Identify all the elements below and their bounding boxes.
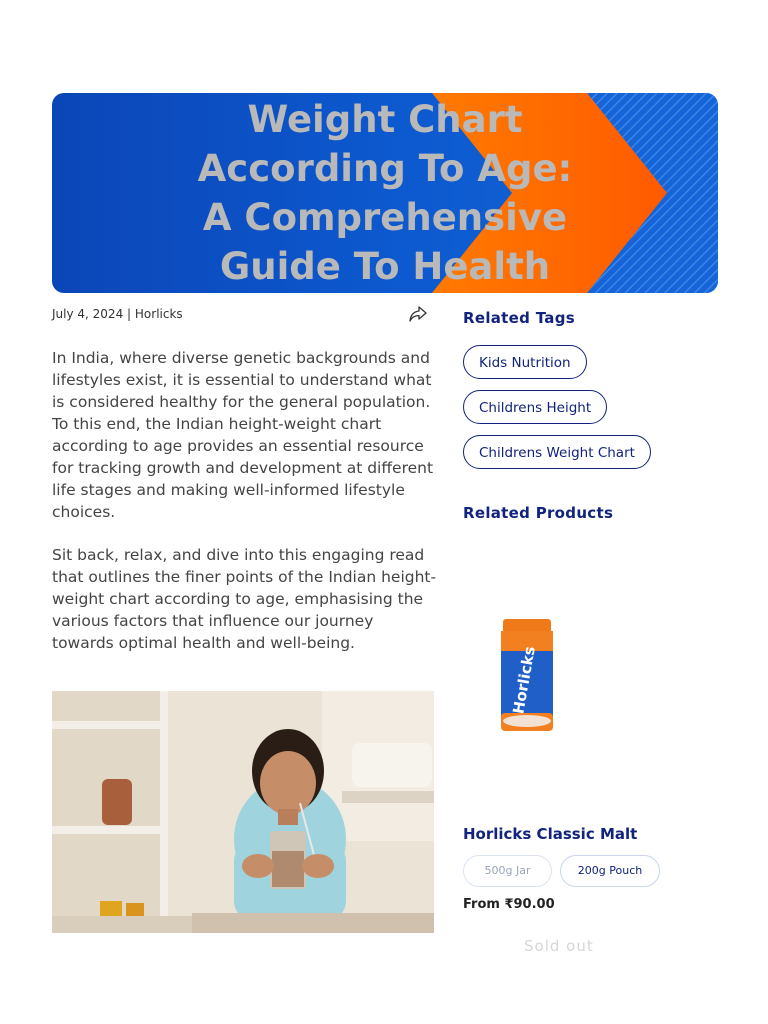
hero-title-line: Weight Chart (247, 98, 523, 141)
related-products-heading: Related Products (463, 504, 614, 522)
hero-title (52, 93, 718, 291)
product-name[interactable]: Horlicks Classic Malt (463, 825, 638, 843)
hero-banner (52, 93, 718, 293)
sold-out-button[interactable]: Sold out (524, 937, 594, 955)
tag-childrens-height[interactable]: Childrens Height (463, 390, 607, 424)
article-meta (52, 307, 183, 321)
hero-title-line: Guide To Health (219, 245, 551, 288)
article-paragraph: In India, where diverse genetic backgrounds and lifestyles exist, it is essential to understand what is considered healthy for the general population. To this end, the Indian height-weight chart according to age provides an essential resource for tracking growth and development at different life stages and making well-informed lifestyle choices. (52, 349, 434, 521)
tag-kids-nutrition[interactable]: Kids Nutrition (463, 345, 587, 379)
meta-separator: | (127, 307, 132, 321)
product-price: From ₹90.00 (463, 897, 555, 912)
article-paragraph: Sit back, relax, and dive into this engaging read that outlines the finer points of the Indian height-weight chart according to age, emphasising the various factors that influence our journey towards optimal health and well-being. (52, 546, 437, 652)
variant-200g-pouch[interactable]: 200g Pouch (560, 855, 660, 887)
article-author[interactable]: Horlicks (134, 307, 183, 321)
hero-title-line: A Comprehensive (202, 196, 568, 239)
article-date: July 4, 2024 (52, 307, 124, 321)
share-arrow-icon[interactable] (408, 305, 428, 323)
variant-500g-jar[interactable]: 500g Jar (463, 855, 552, 887)
product-image-horlicks-jar[interactable] (497, 617, 557, 735)
hero-title-line: According To Age: (197, 147, 573, 190)
related-tags-heading: Related Tags (463, 309, 575, 327)
tag-childrens-weight-chart[interactable]: Childrens Weight Chart (463, 435, 651, 469)
jar-brand-text: Horlicks (509, 644, 539, 716)
article-photo-girl-drinking (52, 691, 434, 933)
